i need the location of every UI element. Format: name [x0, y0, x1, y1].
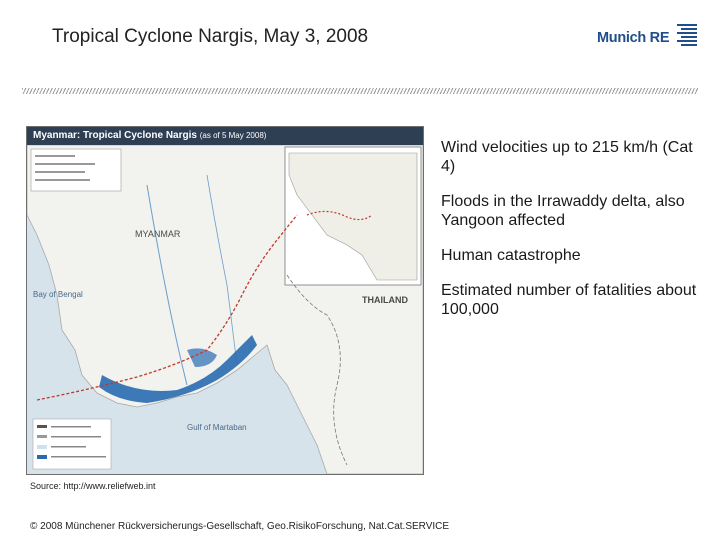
bullet-wind: Wind velocities up to 215 km/h (Cat 4) — [441, 139, 693, 175]
bullet-list — [441, 138, 711, 335]
slide-title: Tropical Cyclone Nargis, May 3, 2008 — [52, 26, 369, 47]
map-subtitle: (as of 5 May 2008) — [199, 131, 267, 140]
source-note: Source: http://www.reliefweb.int — [30, 481, 156, 491]
logo-mark-icon — [677, 22, 697, 48]
logo-text: Munich RE — [597, 30, 670, 46]
cyclone-map — [26, 126, 424, 475]
munich-re-logo — [597, 20, 701, 52]
bullet-floods: Floods in the Irrawaddy delta, also Yangoon affected — [441, 193, 685, 229]
decorative-hatch-divider — [22, 88, 698, 94]
bullet-fatalities: Estimated number of fatalities about 100,000 — [441, 282, 697, 318]
label-gulf: Gulf of Martaban — [187, 423, 247, 432]
copyright-note: © 2008 Münchener Rückversicherungs-Gesellschaft, Geo.RisikoForschung, Nat.Cat.SERVICE — [30, 521, 450, 532]
map-title: Myanmar: Tropical Cyclone Nargis — [33, 130, 197, 141]
map-header — [27, 127, 423, 145]
label-myanmar: MYANMAR — [135, 229, 181, 239]
label-thailand: THAILAND — [362, 295, 408, 305]
label-bay: Bay of Bengal — [33, 290, 83, 299]
map-graphic — [27, 145, 423, 474]
bullet-human: Human catastrophe — [441, 247, 581, 264]
